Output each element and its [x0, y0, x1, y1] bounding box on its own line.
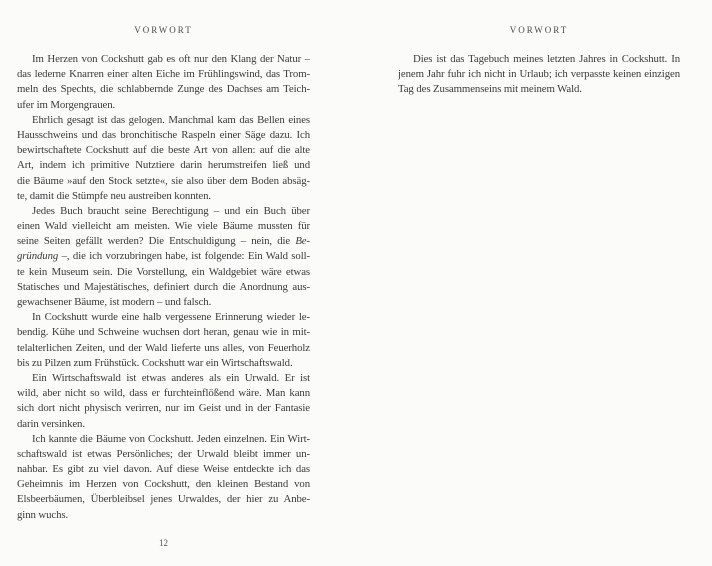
text-line: Ich kannte die Bäume von Cockshutt. Jeden einzelnen. Ein Wirt-: [32, 432, 310, 445]
text-line: Jedes Buch braucht seine Berechtigung – und ein Buch über: [32, 204, 310, 217]
text-line: darin versinken.: [17, 417, 85, 430]
text-line: nahbar. Es gibt zu viel davon. Auf diese Weise entdeckte ich das: [17, 463, 310, 476]
text-line: gründung –, die ich vorzubringen habe, ist folgende: Ein Wald soll-: [17, 250, 310, 263]
text-line: Tag des Zusammenseins mit meinem Wald.: [398, 83, 582, 96]
left-page: [17, 0, 310, 566]
text-line: Dies ist das Tagebuch meines letzten Jahres in Cockshutt. In: [413, 53, 680, 65]
text-line: das lederne Knarren einer alten Eiche im Frühlingswind, das Trom-: [17, 68, 310, 81]
text-line: bis zu Pilzen zum Frühstück. Cockshutt war ein Wirtschaftswald.: [17, 356, 293, 369]
text-line: Im Herzen von Cockshutt gab es oft nur den Klang der Natur –: [32, 53, 310, 65]
right-page: [398, 0, 680, 566]
text-line: Art, indem ich primitive Nutztiere darin herumstreifen ließ und: [17, 159, 310, 172]
text-line: schaftswald ist etwas Persönliches; der Urwald bleibt immer un-: [17, 447, 310, 460]
left-running-head: VORWORT: [134, 25, 193, 35]
text-line: einen Wald vielleicht am meisten. Wie viele Bäume mussten für: [17, 220, 310, 233]
text-line: te, damit die Stümpfe neu austreiben konnten.: [17, 189, 211, 202]
text-line: te kein Museum sein. Die Vorstellung, ein Waldgebiet wäre etwas: [17, 265, 310, 278]
text-line: gewachsener Bäume, ist modern – und falsch.: [17, 296, 212, 308]
text-line: bendig. Kühe und Schweine wuchsen dort heran, genau wie in mit-: [17, 326, 310, 339]
text-line: jenem Jahr fuhr ich nicht in Urlaub; ich verpasste keinen einzigen: [398, 68, 680, 81]
left-text-block: [17, 52, 310, 523]
text-line: telalterlichen Zeiten, und der Wald lieferte uns alles, von Feuerholz: [17, 341, 310, 354]
text-line: Statisches und Majestätisches, definiert durch die Anordnung aus-: [17, 280, 310, 293]
text-line: die Bäume »auf den Stock setzte«, sie also über dem Boden absäg-: [17, 174, 310, 187]
text-line: ufer im Morgengrauen.: [17, 98, 116, 111]
text-line: ginn wuchs.: [17, 508, 69, 521]
text-line: seine Seiten gefällt werden? Die Entschuldigung – nein, die Be-: [17, 235, 310, 248]
text-line: In Cockshutt wurde eine halb vergessene Erinnerung wieder le-: [32, 311, 310, 324]
text-line: sich dort nicht physisch verirren, nur im Geist und in der Fantasie: [17, 402, 310, 415]
text-line: bewirtschaftete Cockshutt auf die beste Art von allen: auf die alte: [17, 144, 310, 157]
right-text-block: [398, 52, 680, 98]
left-page-number: 12: [159, 538, 168, 548]
text-line: meln des Spechts, die schlabbernde Zunge des Dachses am Teich-: [17, 83, 310, 96]
text-line: Geheimnis im Herzen von Cockshutt, den kleinen Bestand von: [17, 478, 310, 491]
text-line: wild, aber nicht so wild, dass er furchteinflößend wäre. Man kann: [17, 387, 310, 400]
right-running-head: VORWORT: [509, 25, 569, 35]
text-line: Elsbeerbäumen, Überbleibsel jenes Urwaldes, der hier zu Anbe-: [17, 493, 310, 506]
text-line: Ehrlich gesagt ist das gelogen. Manchmal kam das Bellen eines: [32, 113, 310, 126]
text-line: Ein Wirtschaftswald ist etwas anderes als ein Urwald. Er ist: [32, 371, 310, 384]
text-line: Hausschweins und das bronchitische Raspeln einer Säge dazu. Ich: [17, 128, 310, 141]
